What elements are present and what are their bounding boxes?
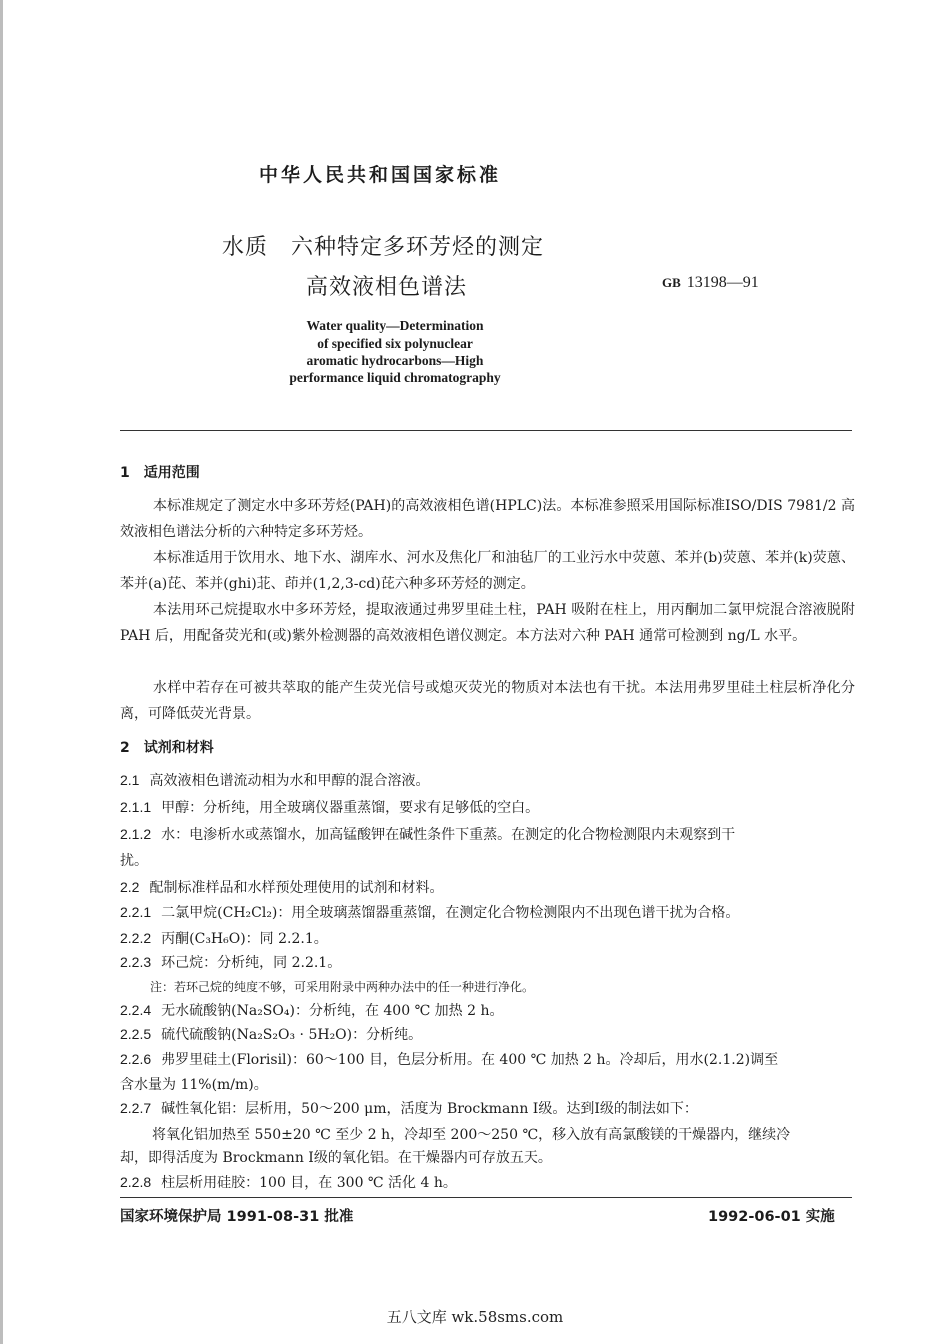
clause-text: 二氯甲烷(CH₂Cl₂)：用全玻璃蒸馏器重蒸馏，在测定化合物检测限内不出现色谱干扰为合格。 (161, 905, 740, 921)
clause-text: 柱层析用硅胶：100 目，在 300 ℃ 活化 4 h。 (161, 1175, 457, 1191)
clause-text: 弗罗里硅土(Florisil)：60～100 目，色层分析用。在 400 ℃ 加热 2 h。冷却后，用水(2.1.2)调至 (161, 1052, 779, 1068)
clause-line (120, 1098, 698, 1118)
english-title-line: aromatic hydrocarbons—High (306, 353, 484, 368)
clause-text: 水：电渗析水或蒸馏水，加高锰酸钾在碱性条件下重蒸。在测定的化合物检测限内未观察到干 (161, 827, 736, 843)
header-divider (120, 430, 852, 431)
clause-text: 碱性氧化铝：层析用，50～200 μm，活度为 Brockmann Ⅰ级。达到Ⅰ级的制法如下： (161, 1101, 698, 1117)
clause-line (120, 877, 443, 897)
clause-number: 2.2.4 (120, 1002, 152, 1018)
clause-number: 2.2 (120, 879, 140, 895)
clause-number: 2.2.2 (120, 930, 152, 946)
watermark-text: 五八文库 wk.58sms.com (386, 1308, 564, 1326)
english-title-line: Water quality—Determination (306, 318, 484, 333)
clause-line (120, 850, 148, 870)
standard-number: 13198—91 (686, 274, 759, 291)
implementation-date: 1992-06-01 实施 (708, 1209, 835, 1225)
clause-number: 2.2.7 (120, 1100, 152, 1116)
clause-line (120, 770, 429, 790)
section-1-paragraph: 本标准规定了测定水中多环芳烃(PAH)的高效液相色谱(HPLC)法。本标准参照采用国际标准ISO/DIS 7981/2 高效液相色谱法分析的六种特定多环芳烃。 (120, 498, 855, 540)
clause-number: 2.2.3 (120, 954, 152, 970)
section-1-paragraph: 水样中若存在可被共萃取的能产生荧光信号或熄灭荧光的物质对本法也有干扰。本法用弗罗里硅土柱层析净化分离，可降低荧光背景。 (120, 680, 855, 722)
section-1-paragraph: 本法用环己烷提取水中多环芳烃，提取液通过弗罗里硅土柱，PAH 吸附在柱上，用丙酮加二氯甲烷混合溶液脱附 PAH 后，用配备荧光和(或)紫外检测器的高效液相色谱仪测定。本方法对六种 PAH 通常可检测到 ng/L 水平。 (120, 602, 855, 644)
clause-text: 无水硫酸钠(Na₂SO₄)：分析纯，在 400 ℃ 加热 2 h。 (161, 1003, 504, 1019)
scan-edge (0, 0, 3, 1344)
clause-line (120, 797, 539, 817)
standard-code (662, 274, 759, 292)
clause-line (120, 1000, 504, 1020)
clause-number: 2.2.1 (120, 904, 152, 920)
clause-number: 2.1 (120, 772, 140, 788)
clause-text: 含水量为 11%(m/m)。 (120, 1077, 268, 1093)
clause-line: 却，即得活度为 Brockmann Ⅰ级的氧化铝。在干燥器内可存放五天。 (120, 1150, 552, 1166)
clause-line (120, 1172, 457, 1192)
section-1-heading: 1 适用范围 (120, 465, 200, 481)
english-title-line: of specified six polynuclear (317, 336, 473, 351)
clause-line (120, 928, 328, 948)
english-title-line: performance liquid chromatography (289, 370, 501, 385)
clause-text: 环己烷：分析纯，同 2.2.1。 (161, 955, 342, 971)
clause-line (120, 1049, 778, 1069)
standard-prefix: GB (662, 275, 681, 290)
clause-number: 2.1.2 (120, 826, 152, 842)
clause-text: 扰。 (120, 853, 148, 869)
clause-text: 丙酮(C₃H₆O)：同 2.2.1。 (161, 931, 328, 947)
footer-divider (120, 1197, 852, 1198)
clause-text: 配制标准样品和水样预处理使用的试剂和材料。 (149, 880, 444, 896)
clause-line: 将氧化铝加热至 550±20 ℃ 至少 2 h，冷却至 200～250 ℃，移入放有高氯酸镁的干燥器内，继续冷 (152, 1127, 791, 1143)
clause-line (120, 1074, 268, 1094)
section-2-heading: 2 试剂和材料 (120, 740, 214, 756)
clause-line (120, 952, 341, 972)
section-1-paragraph: 本标准适用于饮用水、地下水、湖库水、河水及焦化厂和油毡厂的工业污水中荧蒽、苯并(b)荧蒽、苯并(k)荧蒽、苯并(a)芘、苯并(ghi)苝、茚并(1,2,3-cd)芘六种多环芳烃的测定。 (120, 550, 855, 592)
clause-text: 高效液相色谱流动相为水和甲醇的混合溶液。 (149, 773, 430, 789)
clause-number: 2.2.8 (120, 1174, 152, 1190)
clause-note: 注：若环己烷的纯度不够，可采用附录中两种办法中的任一种进行净化。 (150, 980, 535, 994)
clause-line (120, 1024, 422, 1044)
approval-line: 国家环境保护局 1991-08-31 批准 (120, 1209, 354, 1225)
clause-number: 2.1.1 (120, 799, 152, 815)
document-title-line2: 高效液相色谱法 (306, 275, 468, 300)
national-standard-heading: 中华人民共和国国家标准 (258, 164, 501, 186)
clause-number: 2.2.5 (120, 1026, 152, 1042)
clause-line (120, 824, 735, 844)
document-title-line1: 水质 六种特定多环芳烃的测定 (222, 235, 545, 260)
clause-line (120, 902, 739, 922)
clause-number: 2.2.6 (120, 1051, 152, 1067)
clause-text: 硫代硫酸钠(Na₂S₂O₃ · 5H₂O)：分析纯。 (161, 1027, 423, 1043)
clause-text: 甲醇：分析纯，用全玻璃仪器重蒸馏，要求有足够低的空白。 (161, 800, 540, 816)
